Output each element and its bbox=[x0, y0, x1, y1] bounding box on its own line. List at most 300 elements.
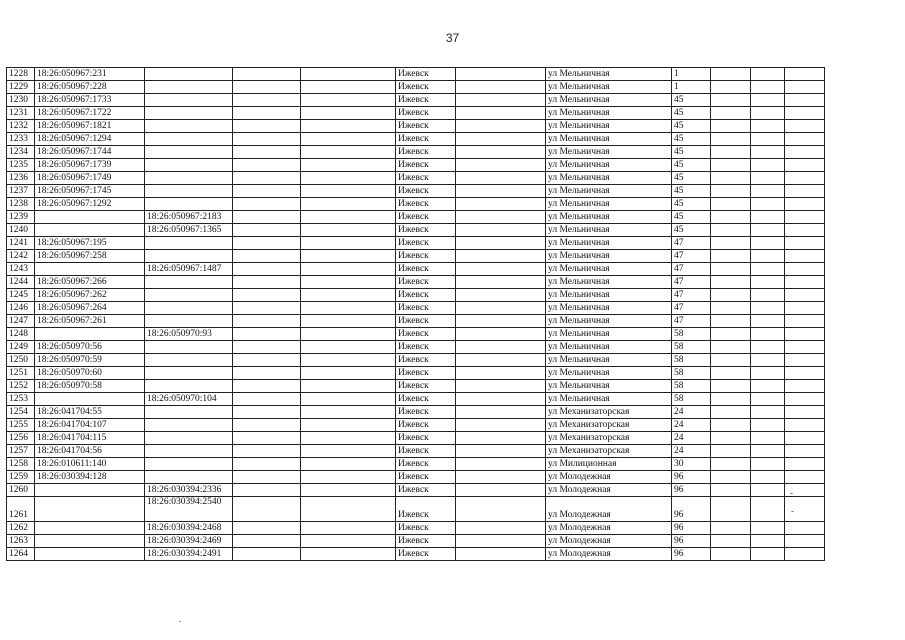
empty-cell bbox=[785, 289, 825, 302]
empty-cell bbox=[456, 263, 546, 276]
cadastral-number-2 bbox=[145, 302, 233, 315]
house-number: 45 bbox=[672, 211, 711, 224]
cadastral-number-1: 18:26:041704:107 bbox=[35, 419, 145, 432]
empty-cell bbox=[751, 432, 785, 445]
empty-cell bbox=[711, 341, 751, 354]
table-row bbox=[7, 263, 825, 276]
empty-cell bbox=[233, 458, 301, 471]
cadastral-number-2 bbox=[145, 159, 233, 172]
empty-cell bbox=[711, 250, 751, 263]
cadastral-number-2 bbox=[145, 341, 233, 354]
cadastral-number-2 bbox=[145, 315, 233, 328]
row-number: 1263 bbox=[7, 535, 35, 548]
street-cell: ул Мельничная bbox=[546, 276, 672, 289]
empty-cell bbox=[711, 107, 751, 120]
street-cell: ул Мельничная bbox=[546, 81, 672, 94]
street-cell: ул Молодежная bbox=[546, 497, 672, 522]
row-number: 1260 bbox=[7, 484, 35, 497]
city-cell: Ижевск bbox=[396, 237, 456, 250]
city-cell: Ижевск bbox=[396, 159, 456, 172]
row-number: 1232 bbox=[7, 120, 35, 133]
empty-cell bbox=[301, 367, 396, 380]
cadastral-number-1: 18:26:041704:55 bbox=[35, 406, 145, 419]
empty-cell bbox=[301, 172, 396, 185]
city-cell: Ижевск bbox=[396, 548, 456, 561]
empty-cell bbox=[785, 445, 825, 458]
street-cell: ул Мельничная bbox=[546, 172, 672, 185]
empty-cell bbox=[711, 211, 751, 224]
empty-cell bbox=[233, 419, 301, 432]
empty-cell bbox=[785, 120, 825, 133]
city-cell: Ижевск bbox=[396, 198, 456, 211]
street-cell: ул Мельничная bbox=[546, 354, 672, 367]
cadastral-number-2: 18:26:050967:1365 bbox=[145, 224, 233, 237]
empty-cell bbox=[711, 302, 751, 315]
cadastral-number-1: 18:26:050967:264 bbox=[35, 302, 145, 315]
house-number: 1 bbox=[672, 81, 711, 94]
empty-cell bbox=[301, 497, 396, 522]
empty-cell bbox=[785, 198, 825, 211]
empty-cell bbox=[301, 548, 396, 561]
empty-cell bbox=[456, 224, 546, 237]
table-row bbox=[7, 393, 825, 406]
table-row bbox=[7, 445, 825, 458]
row-number: 1261 bbox=[7, 497, 35, 522]
cadastral-number-2: 18:26:030394:2469 bbox=[145, 535, 233, 548]
table-row bbox=[7, 133, 825, 146]
empty-cell bbox=[711, 133, 751, 146]
house-number: 47 bbox=[672, 263, 711, 276]
street-cell: ул Мельничная bbox=[546, 120, 672, 133]
street-cell: ул Мельничная bbox=[546, 107, 672, 120]
empty-cell bbox=[751, 172, 785, 185]
city-cell: Ижевск bbox=[396, 81, 456, 94]
house-number: 45 bbox=[672, 146, 711, 159]
row-number: 1255 bbox=[7, 419, 35, 432]
empty-cell bbox=[456, 133, 546, 146]
cadastral-number-1: 18:26:050967:1749 bbox=[35, 172, 145, 185]
empty-cell bbox=[233, 159, 301, 172]
city-cell: Ижевск bbox=[396, 315, 456, 328]
table-row bbox=[7, 289, 825, 302]
cadastral-number-2 bbox=[145, 133, 233, 146]
empty-cell bbox=[785, 315, 825, 328]
empty-cell bbox=[456, 159, 546, 172]
empty-cell bbox=[785, 68, 825, 81]
empty-cell bbox=[785, 81, 825, 94]
empty-cell bbox=[456, 535, 546, 548]
empty-cell bbox=[711, 497, 751, 522]
empty-cell bbox=[785, 237, 825, 250]
cadastral-number-1: 18:26:050970:60 bbox=[35, 367, 145, 380]
house-number: 45 bbox=[672, 185, 711, 198]
empty-cell bbox=[785, 341, 825, 354]
house-number: 24 bbox=[672, 406, 711, 419]
cadastral-number-1: 18:26:050970:56 bbox=[35, 341, 145, 354]
street-cell: ул Мельничная bbox=[546, 146, 672, 159]
empty-cell bbox=[233, 406, 301, 419]
cadastral-number-1 bbox=[35, 328, 145, 341]
empty-cell bbox=[711, 276, 751, 289]
house-number: 47 bbox=[672, 276, 711, 289]
empty-cell bbox=[301, 224, 396, 237]
empty-cell bbox=[233, 94, 301, 107]
street-cell: ул Мельничная bbox=[546, 224, 672, 237]
city-cell: Ижевск bbox=[396, 367, 456, 380]
row-number: 1257 bbox=[7, 445, 35, 458]
empty-cell bbox=[785, 185, 825, 198]
table-row bbox=[7, 211, 825, 224]
cadastral-number-1 bbox=[35, 484, 145, 497]
empty-cell bbox=[711, 419, 751, 432]
row-number: 1228 bbox=[7, 68, 35, 81]
empty-cell bbox=[456, 406, 546, 419]
house-number: 58 bbox=[672, 328, 711, 341]
cadastral-number-1 bbox=[35, 263, 145, 276]
cadastral-number-1: 18:26:050967:1744 bbox=[35, 146, 145, 159]
street-cell: ул Мельничная bbox=[546, 263, 672, 276]
empty-cell bbox=[785, 276, 825, 289]
empty-cell bbox=[301, 107, 396, 120]
empty-cell bbox=[711, 458, 751, 471]
empty-cell bbox=[233, 367, 301, 380]
house-number: 96 bbox=[672, 548, 711, 561]
empty-cell bbox=[456, 367, 546, 380]
empty-cell bbox=[456, 276, 546, 289]
cadastral-number-1: 18:26:050967:1821 bbox=[35, 120, 145, 133]
empty-cell bbox=[711, 328, 751, 341]
cadastral-number-2 bbox=[145, 120, 233, 133]
cadastral-number-2 bbox=[145, 445, 233, 458]
row-number: 1239 bbox=[7, 211, 35, 224]
street-cell: ул Молодежная bbox=[546, 535, 672, 548]
empty-cell bbox=[751, 211, 785, 224]
cadastral-number-2 bbox=[145, 289, 233, 302]
empty-cell bbox=[456, 289, 546, 302]
street-cell: ул Механизаторская bbox=[546, 445, 672, 458]
table-row bbox=[7, 406, 825, 419]
empty-cell bbox=[233, 445, 301, 458]
table-row bbox=[7, 250, 825, 263]
empty-cell bbox=[751, 250, 785, 263]
empty-cell bbox=[711, 172, 751, 185]
city-cell: Ижевск bbox=[396, 120, 456, 133]
scan-speck bbox=[179, 621, 181, 622]
street-cell: ул Мельничная bbox=[546, 250, 672, 263]
table-row bbox=[7, 367, 825, 380]
empty-cell bbox=[711, 484, 751, 497]
empty-cell bbox=[456, 146, 546, 159]
street-cell: ул Мельничная bbox=[546, 68, 672, 81]
table-row bbox=[7, 380, 825, 393]
empty-cell bbox=[785, 548, 825, 561]
empty-cell bbox=[785, 250, 825, 263]
city-cell: Ижевск bbox=[396, 185, 456, 198]
cadastral-number-1: 18:26:050967:262 bbox=[35, 289, 145, 302]
cadastral-number-1 bbox=[35, 497, 145, 522]
empty-cell bbox=[751, 328, 785, 341]
row-number: 1245 bbox=[7, 289, 35, 302]
empty-cell bbox=[751, 484, 785, 497]
table-row bbox=[7, 419, 825, 432]
empty-cell bbox=[456, 211, 546, 224]
empty-cell bbox=[711, 535, 751, 548]
cadastral-number-2 bbox=[145, 185, 233, 198]
empty-cell bbox=[751, 393, 785, 406]
empty-cell bbox=[785, 458, 825, 471]
table-row bbox=[7, 94, 825, 107]
table-row bbox=[7, 120, 825, 133]
cadastral-number-2 bbox=[145, 146, 233, 159]
empty-cell bbox=[456, 419, 546, 432]
house-number: 24 bbox=[672, 419, 711, 432]
empty-cell bbox=[785, 302, 825, 315]
empty-cell bbox=[456, 341, 546, 354]
empty-cell bbox=[751, 535, 785, 548]
empty-cell bbox=[751, 237, 785, 250]
empty-cell bbox=[233, 289, 301, 302]
table-row bbox=[7, 159, 825, 172]
city-cell: Ижевск bbox=[396, 302, 456, 315]
row-number: 1235 bbox=[7, 159, 35, 172]
empty-cell bbox=[751, 68, 785, 81]
empty-cell bbox=[751, 159, 785, 172]
city-cell: Ижевск bbox=[396, 328, 456, 341]
empty-cell bbox=[456, 68, 546, 81]
table-row bbox=[7, 548, 825, 561]
cadastral-number-2 bbox=[145, 250, 233, 263]
empty-cell bbox=[711, 263, 751, 276]
cadastral-number-2: 18:26:050967:2183 bbox=[145, 211, 233, 224]
empty-cell bbox=[456, 94, 546, 107]
empty-cell bbox=[456, 471, 546, 484]
cadastral-number-2 bbox=[145, 276, 233, 289]
empty-cell bbox=[233, 198, 301, 211]
row-number: 1244 bbox=[7, 276, 35, 289]
empty-cell bbox=[301, 432, 396, 445]
city-cell: Ижевск bbox=[396, 484, 456, 497]
cadastral-number-2 bbox=[145, 471, 233, 484]
empty-cell bbox=[711, 548, 751, 561]
empty-cell bbox=[233, 432, 301, 445]
row-number: 1236 bbox=[7, 172, 35, 185]
empty-cell bbox=[456, 380, 546, 393]
street-cell: ул Мельничная bbox=[546, 302, 672, 315]
empty-cell bbox=[233, 393, 301, 406]
cadastral-number-1: 18:26:050967:258 bbox=[35, 250, 145, 263]
cadastral-number-2 bbox=[145, 419, 233, 432]
row-number: 1231 bbox=[7, 107, 35, 120]
empty-cell bbox=[301, 393, 396, 406]
row-number: 1258 bbox=[7, 458, 35, 471]
page-number: 37 bbox=[445, 31, 460, 45]
empty-cell bbox=[751, 185, 785, 198]
empty-cell bbox=[301, 458, 396, 471]
empty-cell bbox=[456, 302, 546, 315]
city-cell: Ижевск bbox=[396, 471, 456, 484]
empty-cell bbox=[751, 341, 785, 354]
cadastral-number-1: 18:26:041704:115 bbox=[35, 432, 145, 445]
cadastral-number-1: 18:26:050970:59 bbox=[35, 354, 145, 367]
stray-dash: - bbox=[790, 488, 793, 498]
empty-cell bbox=[785, 380, 825, 393]
city-cell: Ижевск bbox=[396, 393, 456, 406]
empty-cell bbox=[301, 185, 396, 198]
city-cell: Ижевск bbox=[396, 406, 456, 419]
cadastral-number-2 bbox=[145, 406, 233, 419]
city-cell: Ижевск bbox=[396, 250, 456, 263]
empty-cell bbox=[233, 341, 301, 354]
house-number: 45 bbox=[672, 224, 711, 237]
cadastral-number-1 bbox=[35, 211, 145, 224]
empty-cell bbox=[711, 159, 751, 172]
table-row bbox=[7, 185, 825, 198]
empty-cell bbox=[456, 445, 546, 458]
row-number: 1237 bbox=[7, 185, 35, 198]
empty-cell bbox=[785, 133, 825, 146]
empty-cell bbox=[301, 237, 396, 250]
empty-cell bbox=[711, 393, 751, 406]
empty-cell bbox=[751, 289, 785, 302]
empty-cell bbox=[785, 471, 825, 484]
empty-cell bbox=[233, 68, 301, 81]
house-number: 30 bbox=[672, 458, 711, 471]
city-cell: Ижевск bbox=[396, 107, 456, 120]
cadastral-number-1 bbox=[35, 522, 145, 535]
city-cell: Ижевск bbox=[396, 211, 456, 224]
table-row bbox=[7, 198, 825, 211]
house-number: 58 bbox=[672, 367, 711, 380]
row-number: 1230 bbox=[7, 94, 35, 107]
empty-cell bbox=[301, 263, 396, 276]
empty-cell bbox=[785, 94, 825, 107]
empty-cell bbox=[301, 522, 396, 535]
table-row bbox=[7, 172, 825, 185]
row-number: 1240 bbox=[7, 224, 35, 237]
house-number: 96 bbox=[672, 484, 711, 497]
cadastral-number-2 bbox=[145, 432, 233, 445]
cadastral-number-2 bbox=[145, 81, 233, 94]
empty-cell bbox=[785, 522, 825, 535]
empty-cell bbox=[751, 419, 785, 432]
cadastral-number-1: 18:26:041704:56 bbox=[35, 445, 145, 458]
empty-cell bbox=[456, 458, 546, 471]
street-cell: ул Мельничная bbox=[546, 185, 672, 198]
empty-cell bbox=[751, 107, 785, 120]
empty-cell bbox=[751, 120, 785, 133]
cadastral-number-1: 18:26:050967:266 bbox=[35, 276, 145, 289]
empty-cell bbox=[456, 250, 546, 263]
empty-cell bbox=[301, 276, 396, 289]
cadastral-number-2 bbox=[145, 237, 233, 250]
city-cell: Ижевск bbox=[396, 68, 456, 81]
cadastral-table bbox=[6, 67, 825, 561]
row-number: 1233 bbox=[7, 133, 35, 146]
empty-cell bbox=[301, 406, 396, 419]
cadastral-number-2: 18:26:030394:2540 bbox=[145, 497, 233, 522]
table-row bbox=[7, 458, 825, 471]
row-number: 1242 bbox=[7, 250, 35, 263]
empty-cell bbox=[301, 445, 396, 458]
empty-cell bbox=[785, 263, 825, 276]
empty-cell bbox=[785, 159, 825, 172]
street-cell: ул Мельничная bbox=[546, 315, 672, 328]
cadastral-number-2: 18:26:050967:1487 bbox=[145, 263, 233, 276]
city-cell: Ижевск bbox=[396, 341, 456, 354]
empty-cell bbox=[233, 250, 301, 263]
empty-cell bbox=[751, 380, 785, 393]
street-cell: ул Молодежная bbox=[546, 548, 672, 561]
city-cell: Ижевск bbox=[396, 535, 456, 548]
table-row bbox=[7, 237, 825, 250]
empty-cell bbox=[711, 522, 751, 535]
table-row bbox=[7, 328, 825, 341]
empty-cell bbox=[301, 250, 396, 263]
empty-cell bbox=[301, 81, 396, 94]
empty-cell bbox=[785, 146, 825, 159]
empty-cell bbox=[751, 548, 785, 561]
house-number: 1 bbox=[672, 68, 711, 81]
table-row bbox=[7, 471, 825, 484]
street-cell: ул Мельничная bbox=[546, 133, 672, 146]
empty-cell bbox=[456, 237, 546, 250]
table-row bbox=[7, 276, 825, 289]
empty-cell bbox=[751, 263, 785, 276]
cadastral-number-2 bbox=[145, 107, 233, 120]
empty-cell bbox=[785, 393, 825, 406]
house-number: 47 bbox=[672, 237, 711, 250]
cadastral-number-2 bbox=[145, 458, 233, 471]
house-number: 58 bbox=[672, 354, 711, 367]
empty-cell bbox=[711, 471, 751, 484]
empty-cell bbox=[233, 146, 301, 159]
empty-cell bbox=[785, 224, 825, 237]
street-cell: ул Механизаторская bbox=[546, 432, 672, 445]
empty-cell bbox=[751, 302, 785, 315]
street-cell: ул Механизаторская bbox=[546, 406, 672, 419]
city-cell: Ижевск bbox=[396, 172, 456, 185]
street-cell: ул Мельничная bbox=[546, 94, 672, 107]
empty-cell bbox=[301, 354, 396, 367]
cadastral-number-1 bbox=[35, 535, 145, 548]
empty-cell bbox=[711, 224, 751, 237]
empty-cell bbox=[711, 185, 751, 198]
empty-cell bbox=[233, 237, 301, 250]
empty-cell bbox=[233, 107, 301, 120]
house-number: 47 bbox=[672, 315, 711, 328]
empty-cell bbox=[301, 68, 396, 81]
city-cell: Ижевск bbox=[396, 432, 456, 445]
empty-cell bbox=[751, 471, 785, 484]
empty-cell bbox=[751, 458, 785, 471]
empty-cell bbox=[711, 120, 751, 133]
house-number: 58 bbox=[672, 393, 711, 406]
city-cell: Ижевск bbox=[396, 94, 456, 107]
empty-cell bbox=[301, 484, 396, 497]
city-cell: Ижевск bbox=[396, 276, 456, 289]
empty-cell bbox=[751, 367, 785, 380]
city-cell: Ижевск bbox=[396, 224, 456, 237]
cadastral-number-1: 18:26:050967:1733 bbox=[35, 94, 145, 107]
empty-cell bbox=[301, 120, 396, 133]
empty-cell bbox=[711, 367, 751, 380]
empty-cell bbox=[456, 432, 546, 445]
empty-cell bbox=[751, 94, 785, 107]
empty-cell bbox=[233, 185, 301, 198]
city-cell: Ижевск bbox=[396, 458, 456, 471]
empty-cell bbox=[301, 94, 396, 107]
street-cell: ул Милиционная bbox=[546, 458, 672, 471]
